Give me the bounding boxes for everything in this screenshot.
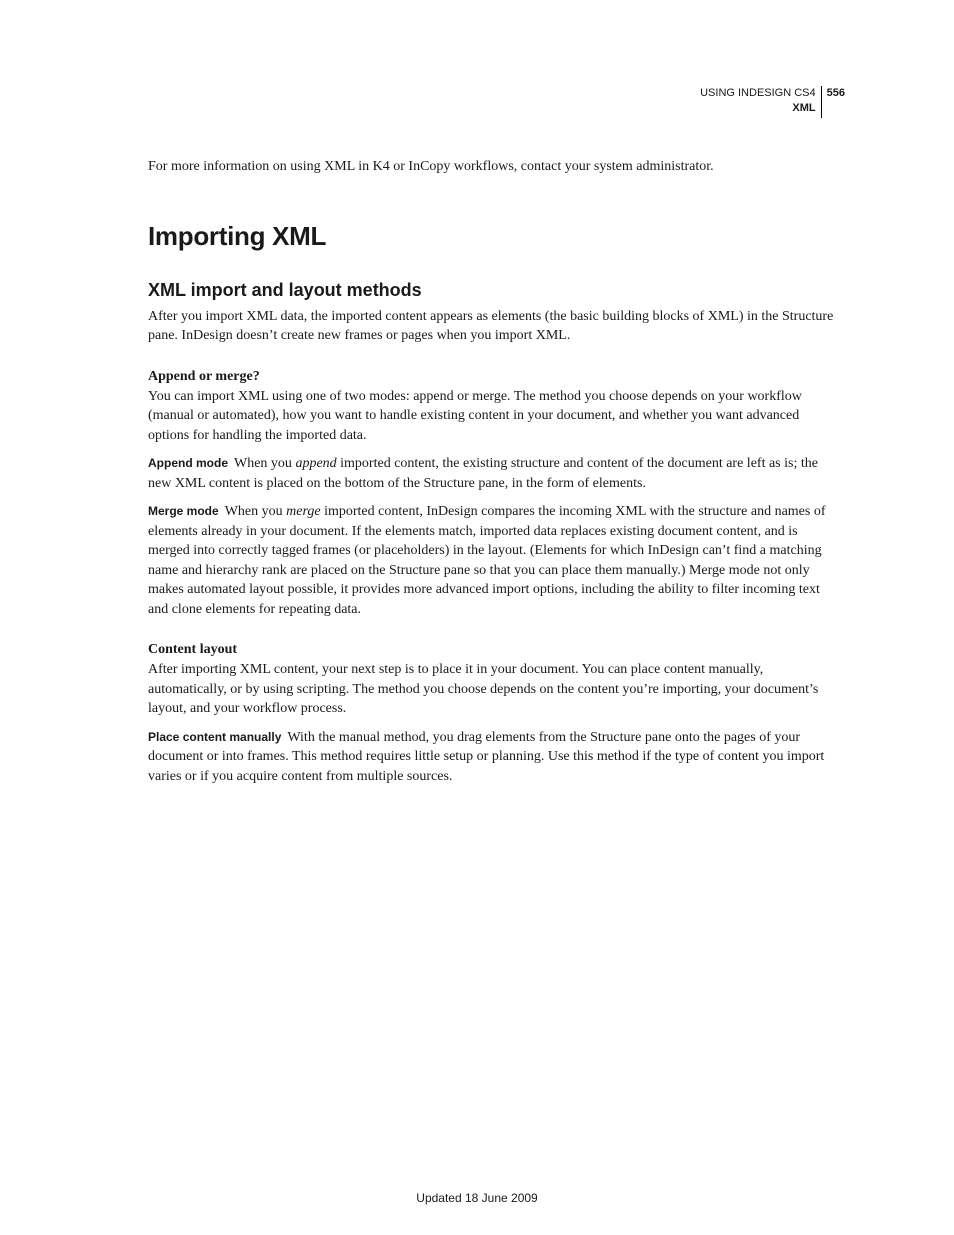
merge-mode-term: Merge mode — [148, 504, 219, 518]
book-title: USING INDESIGN CS4 — [700, 87, 816, 99]
append-text-post: imported content, the existing structure and content of the document are left as is; the new XML content is placed on the bottom of the Structure pane, in the form of elements. — [148, 456, 818, 491]
place-manually-term: Place content manually — [148, 729, 282, 744]
page-title: Importing XML — [148, 220, 327, 251]
place-manually-text: With the manual method, you drag elements from the Structure pane onto the pages of your document or into frames. This method requires little setup or planning. Use this method if the type of content you import varies or if you acquire content from multiple sources. — [148, 729, 825, 784]
append-mode-paragraph — [148, 454, 840, 493]
append-mode-term: Append mode — [148, 456, 228, 470]
append-text-pre: When you — [234, 456, 296, 471]
page-body — [148, 157, 840, 786]
content-layout-paragraph: After importing XML content, your next step is to place it in your document. You can place content manually, automatically, or by using scripting. The method you choose depends on the content you’re importing, your document’s layout, and your workflow process. — [148, 662, 819, 716]
running-header — [700, 86, 845, 118]
merge-mode-paragraph — [148, 502, 840, 619]
merge-text-pre: When you — [224, 504, 287, 519]
place-manually-paragraph — [148, 728, 840, 787]
subsection-heading-append-merge: Append or merge? — [148, 368, 260, 384]
subsection-heading-content-layout: Content layout — [148, 642, 238, 657]
intro-paragraph: For more information on using XML in K4 or InCopy workflows, contact your system administrator. — [148, 159, 714, 174]
section-heading: XML import and layout methods — [148, 279, 422, 300]
page-footer: Updated 18 June 2009 — [416, 1191, 538, 1205]
merge-text-post: imported content, InDesign compares the incoming XML with the structure and names of elements already in your document. If the elements match, imported data replaces existing document content, and is merged into correctly tagged frames (or placeholders) in the layout. (Elements for which InDesign can’t find a matching name and hierarchy rank are placed on the Structure pane so that you can place them manually.) Merge mode not only makes automated layout possible, it provides more advanced import options, including the ability to filter incoming text and clone elements for repeating data. — [148, 504, 826, 617]
header-text-block — [700, 86, 822, 118]
page-number: 556 — [826, 87, 845, 99]
section-name: XML — [792, 102, 816, 114]
append-merge-paragraph: You can import XML using one of two modes: append or merge. The method you choose depends on your workflow (manual or automated), how you want to handle existing content in your document, and whether you want advanced options for handling the imported data. — [148, 388, 802, 443]
append-emphasis: append — [295, 456, 337, 471]
merge-emphasis: merge — [286, 504, 321, 519]
methods-paragraph: After you import XML data, the imported content appears as elements (the basic building blocks of XML) in the Structure pane. InDesign doesn’t create new frames or pages when you import XML. — [148, 308, 834, 343]
